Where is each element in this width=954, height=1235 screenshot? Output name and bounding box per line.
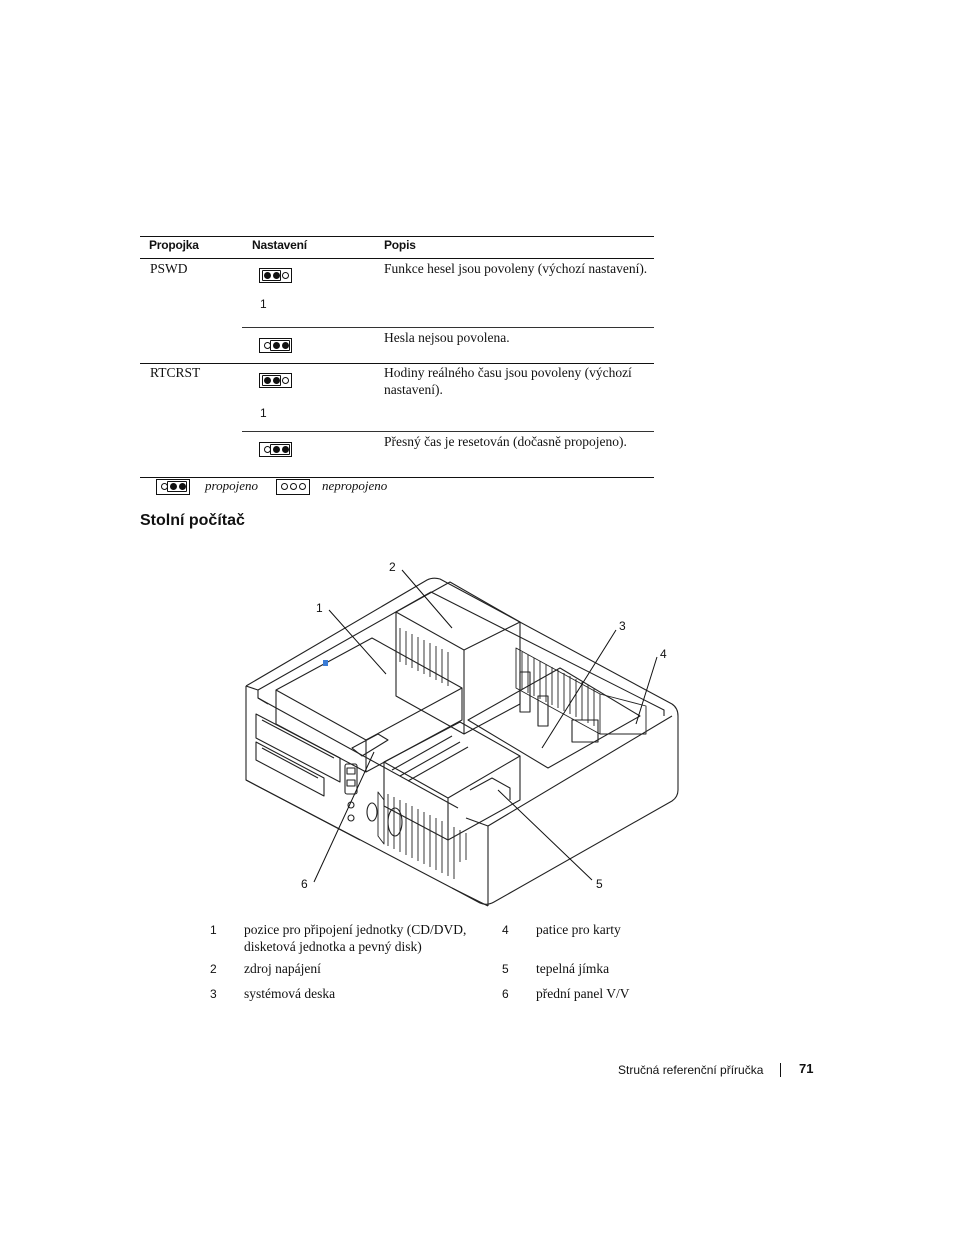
row-description: Funkce hesel jsou povoleny (výchozí nastavení). <box>384 261 648 276</box>
footer-document-title: Stručná referenční příručka <box>618 1063 764 1077</box>
brand-logo <box>388 808 402 836</box>
jumper-closed-icon <box>259 338 292 353</box>
drive-cage <box>276 638 462 772</box>
pin-one-label: 1 <box>260 297 267 311</box>
front-vent-grille <box>378 792 466 879</box>
system-board <box>468 668 640 768</box>
table-header-rule <box>140 258 654 259</box>
footer-separator <box>780 1063 781 1077</box>
jumper-open-icon <box>259 268 292 283</box>
page-number: 71 <box>799 1061 814 1076</box>
caption-number: 3 <box>210 987 217 1001</box>
jumper-closed-legend-icon <box>156 479 190 495</box>
caption-text: systémová deska <box>244 986 336 1001</box>
chassis-outline <box>246 578 678 904</box>
callout-number: 1 <box>316 601 323 615</box>
row-divider <box>242 431 654 432</box>
caption-text: patice pro karty <box>536 922 621 937</box>
heat-sink <box>384 722 520 840</box>
jumper-open-icon <box>259 373 292 388</box>
column-header-jumper: Propojka <box>149 238 199 252</box>
caption-number: 5 <box>502 962 509 976</box>
caption-number: 4 <box>502 923 509 937</box>
leader-line-1 <box>329 610 386 674</box>
status-light <box>323 660 328 666</box>
jumper-closed-icon <box>259 442 292 457</box>
front-io-panel <box>345 764 357 794</box>
column-header-description: Popis <box>384 238 416 252</box>
table-top-rule <box>140 236 654 237</box>
leader-line-6 <box>314 752 374 882</box>
column-header-setting: Nastavení <box>252 238 307 252</box>
callout-number: 2 <box>389 560 396 574</box>
row-description: Hesla nejsou povolena. <box>384 330 510 345</box>
leader-line-5 <box>498 790 592 880</box>
row-divider <box>242 327 654 328</box>
leader-line-4 <box>636 657 657 724</box>
power-button <box>367 803 377 821</box>
power-supply <box>396 582 520 734</box>
pin-one-label: 1 <box>260 406 267 420</box>
callout-number: 5 <box>596 877 603 891</box>
row-description: Přesný čas je resetován (dočasně propojeno). <box>384 434 627 449</box>
legend-closed-label: propojeno <box>205 478 258 493</box>
callout-number: 6 <box>301 877 308 891</box>
caption-number: 2 <box>210 962 217 976</box>
legend-open-label: nepropojeno <box>322 478 388 493</box>
leader-line-3 <box>542 630 616 748</box>
optical-drive-bay <box>256 714 340 782</box>
caption-text: tepelná jímka <box>536 961 610 976</box>
card-slots <box>516 648 646 734</box>
caption-text: přední panel V/V <box>536 986 630 1001</box>
jumper-name-rtcrst: RTCRST <box>150 365 201 380</box>
section-heading: Stolní počítač <box>140 512 245 529</box>
leader-line-2 <box>402 570 452 628</box>
jumper-name-pswd: PSWD <box>150 261 188 276</box>
callout-number: 3 <box>619 619 626 633</box>
caption-text-continued: disketová jednotka a pevný disk) <box>244 939 422 954</box>
row-description: Hodiny reálného času jsou povoleny (výchozí nastavení). <box>384 365 632 397</box>
caption-number: 1 <box>210 923 217 937</box>
caption-text: pozice pro připojení jednotky (CD/DVD, <box>244 922 467 937</box>
caption-text: zdroj napájení <box>244 961 321 976</box>
caption-number: 6 <box>502 987 509 1001</box>
floppy-drive-bay <box>256 742 324 796</box>
callout-number: 4 <box>660 647 667 661</box>
jumper-open-legend-icon <box>276 479 310 495</box>
